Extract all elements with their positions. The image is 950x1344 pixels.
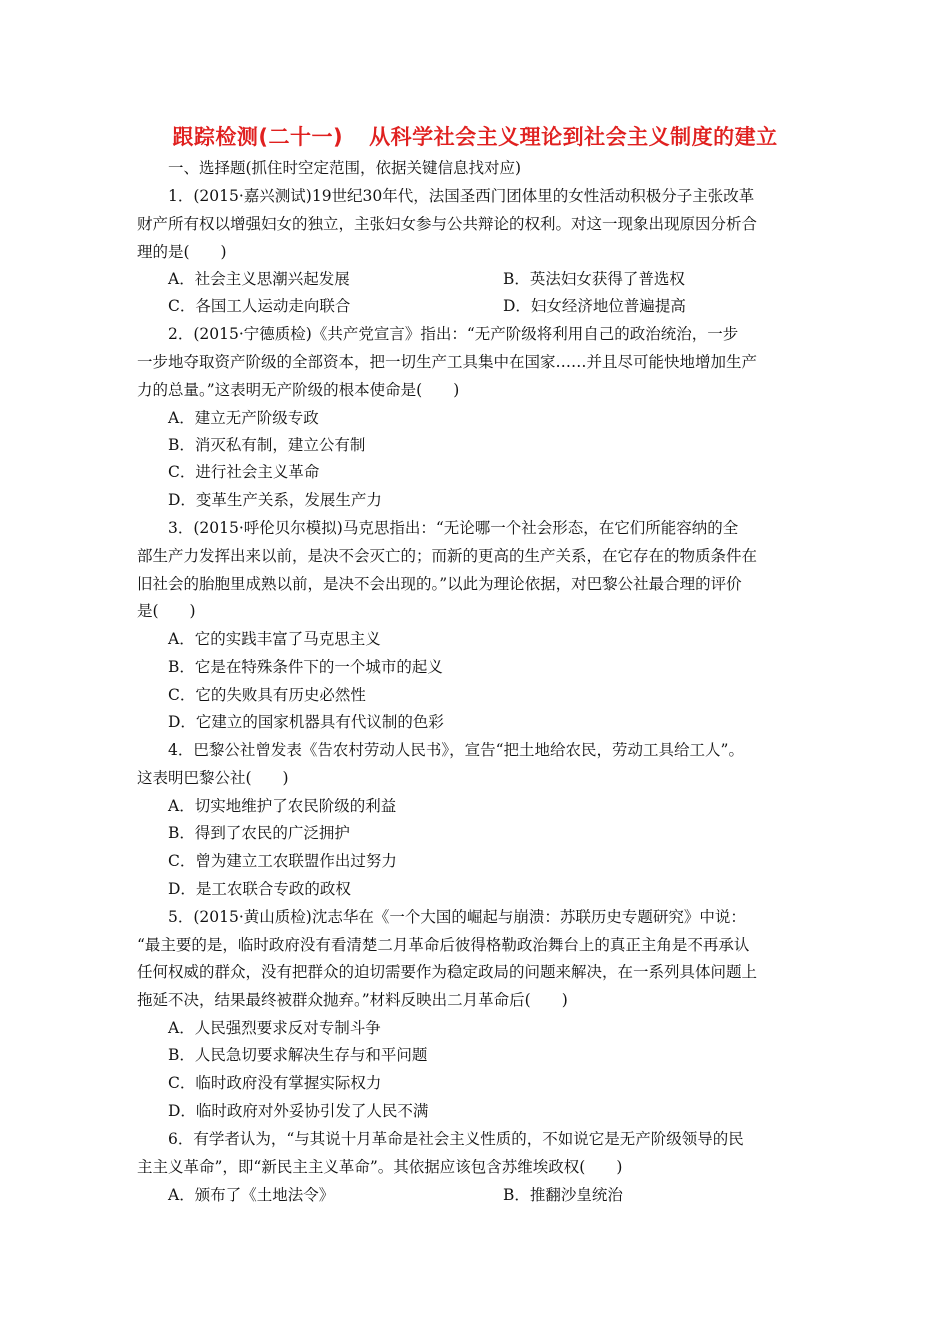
title-part2: 从科学社会主义理论到社会主义制度的建立: [369, 125, 778, 149]
question-1-line: 财产所有权以增强妇女的独立，主张妇女参与公共辩论的权利。对这一现象出现原因分析合: [137, 215, 758, 233]
question-3-line: 部生产力发挥出来以前，是决不会灭亡的；而新的更高的生产关系，在它存在的物质条件在: [137, 547, 758, 565]
question-5-line: 拖延不决，结果最终被群众抛弃。”材料反映出二月革命后( ): [137, 991, 568, 1009]
question-6-option-b: B．推翻沙皇统治: [503, 1186, 623, 1204]
question-2-line: 2．(2015·宁德质检)《共产党宣言》指出：“无产阶级将利用自己的政治统治，一步: [168, 325, 739, 343]
question-3-option-a: A．它的实践丰富了马克思主义: [168, 630, 381, 648]
question-5-line: “最主要的是，临时政府没有看清楚二月革命后彼得格勒政治舞台上的真正主角是不再承认: [137, 936, 750, 954]
question-6-line: 主主义革命”，即“新民主主义革命”。其依据应该包含苏维埃政权( ): [137, 1158, 623, 1176]
question-2-line: 力的总量。”这表明无产阶级的根本使命是( ): [137, 381, 460, 399]
question-1-line: 理的是( ): [137, 243, 227, 261]
question-3-option-c: C．它的失败具有历史必然性: [168, 686, 366, 704]
question-2-line: 一步地夺取资产阶级的全部资本，把一切生产工具集中在国家……并且尽可能快地增加生产: [137, 353, 758, 371]
question-1-option-c: C．各国工人运动走向联合: [168, 297, 351, 315]
question-6-option-a: A．颁布了《土地法令》: [168, 1186, 335, 1204]
question-5-option-a: A．人民强烈要求反对专制斗争: [168, 1019, 381, 1037]
question-5-line: 任何权威的群众，没有把群众的迫切需要作为稳定政局的问题来解决，在一系列具体问题上: [137, 963, 758, 981]
question-5-option-d: D．临时政府对外妥协引发了人民不满: [168, 1102, 429, 1120]
title-part1: 跟踪检测(二十一): [172, 125, 344, 149]
question-3-line: 是( ): [137, 602, 196, 620]
section-heading: 一、选择题(抓住时空定范围，依据关键信息找对应): [168, 159, 522, 177]
page-title: [0, 121, 950, 151]
question-1-option-d: D．妇女经济地位普遍提高: [503, 297, 686, 315]
question-5-line: 5．(2015·黄山质检)沈志华在《一个大国的崛起与崩溃：苏联历史专题研究》中说：: [168, 908, 746, 926]
question-2-option-c: C．进行社会主义革命: [168, 463, 320, 481]
question-4-line: 4．巴黎公社曾发表《告农村劳动人民书》，宣告“把土地给农民，劳动工具给工人”。: [168, 741, 744, 759]
question-2-option-d: D．变革生产关系，发展生产力: [168, 491, 382, 509]
question-4-option-b: B．得到了农民的广泛拥护: [168, 824, 350, 842]
question-2-option-a: A．建立无产阶级专政: [168, 409, 319, 427]
question-4-option-c: C．曾为建立工农联盟作出过努力: [168, 852, 397, 870]
question-1-option-b: B．英法妇女获得了普选权: [503, 270, 685, 288]
question-3-line: 3．(2015·呼伦贝尔模拟)马克思指出：“无论哪一个社会形态，在它们所能容纳的全: [168, 519, 739, 537]
question-3-option-d: D．它建立的国家机器具有代议制的色彩: [168, 713, 444, 731]
question-3-line: 旧社会的胎胞里成熟以前，是决不会出现的。”以此为理论依据，对巴黎公社最合理的评价: [137, 575, 742, 593]
question-1-line: 1．(2015·嘉兴测试)19世纪30年代，法国圣西门团体里的女性活动积极分子主张改革: [168, 187, 755, 205]
question-4-option-d: D．是工农联合专政的政权: [168, 880, 351, 898]
question-1-option-a: A．社会主义思潮兴起发展: [168, 270, 350, 288]
question-5-option-c: C．临时政府没有掌握实际权力: [168, 1074, 382, 1092]
question-4-line: 这表明巴黎公社( ): [137, 769, 289, 787]
question-2-option-b: B．消灭私有制，建立公有制: [168, 436, 366, 454]
question-3-option-b: B．它是在特殊条件下的一个城市的起义: [168, 658, 443, 676]
question-6-line: 6．有学者认为，“与其说十月革命是社会主义性质的，不如说它是无产阶级领导的民: [168, 1130, 744, 1148]
question-5-option-b: B．人民急切要求解决生存与和平问题: [168, 1046, 428, 1064]
question-4-option-a: A．切实地维护了农民阶级的利益: [168, 797, 397, 815]
